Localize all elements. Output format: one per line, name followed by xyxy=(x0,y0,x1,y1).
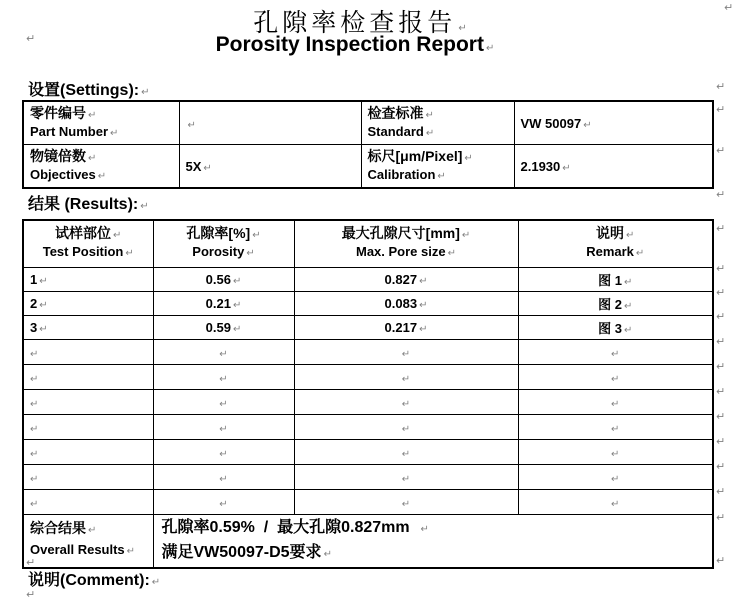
paragraph-mark: ↵ xyxy=(562,162,571,174)
paragraph-mark: ↵ xyxy=(447,248,456,259)
paragraph-mark: ↵ xyxy=(30,348,39,360)
paragraph-mark: ↵ xyxy=(401,473,411,485)
remark-cell[interactable] xyxy=(518,390,713,415)
overall-results-line1: 孔隙率0.59% / 最大孔隙0.827mm xyxy=(161,519,419,536)
paragraph-mark: ↵ xyxy=(39,324,48,335)
paragraph-mark: ↵ xyxy=(401,448,411,460)
test-position-value: 1 xyxy=(30,272,38,287)
paragraph-mark: ↵ xyxy=(623,277,633,288)
results-header-row xyxy=(23,220,713,268)
test-position-header-en: Test Position xyxy=(42,244,124,259)
paragraph-mark: ↵ xyxy=(716,262,726,275)
porosity-cell[interactable] xyxy=(153,365,294,390)
paragraph-mark: ↵ xyxy=(611,448,620,460)
pore-size-cell[interactable] xyxy=(294,490,518,515)
paragraph-mark: ↵ xyxy=(219,373,228,385)
remark-header-cn: 说明 xyxy=(596,225,625,241)
overall-results-value-cell[interactable] xyxy=(153,515,713,569)
empty-table-row xyxy=(23,465,713,490)
pore-size-cell[interactable] xyxy=(294,465,518,490)
paragraph-mark: ↵ xyxy=(401,373,411,385)
paragraph-mark: ↵ xyxy=(232,324,242,335)
porosity-cell[interactable] xyxy=(153,390,294,415)
paragraph-mark: ↵ xyxy=(485,43,495,54)
paragraph-mark: ↵ xyxy=(26,556,36,569)
paragraph-mark: ↵ xyxy=(140,201,149,212)
paragraph-mark: ↵ xyxy=(125,248,134,259)
empty-table-row xyxy=(23,365,713,390)
pore-size-header-cell[interactable] xyxy=(294,220,518,268)
paragraph-mark: ↵ xyxy=(623,325,633,336)
pore-size-value: 0.827 xyxy=(384,272,418,287)
paragraph-mark: ↵ xyxy=(623,301,633,312)
pore-size-cell[interactable] xyxy=(294,340,518,365)
paragraph-mark: ↵ xyxy=(219,398,228,410)
test-position-cell[interactable] xyxy=(23,292,153,316)
calibration-label-cn: 标尺[μm/Pixel] xyxy=(367,148,463,164)
calibration-value-cell[interactable] xyxy=(514,145,713,189)
paragraph-mark: ↵ xyxy=(419,324,428,335)
porosity-cell[interactable] xyxy=(153,490,294,515)
test-position-value: 2 xyxy=(30,296,38,311)
remark-cell[interactable] xyxy=(518,365,713,390)
remark-value: 图 1 xyxy=(598,273,622,288)
empty-table-row xyxy=(23,490,713,515)
settings-row xyxy=(23,145,713,189)
report-title-en xyxy=(0,33,710,57)
test-position-value: 3 xyxy=(30,320,38,335)
porosity-header-cell[interactable] xyxy=(153,220,294,268)
paragraph-mark: ↵ xyxy=(716,80,726,93)
paragraph-mark: ↵ xyxy=(716,286,726,299)
remark-cell[interactable] xyxy=(518,465,713,490)
porosity-value: 0.59 xyxy=(205,320,231,335)
test-position-cell[interactable] xyxy=(23,390,153,415)
paragraph-mark: ↵ xyxy=(39,276,48,287)
report-title-en-text: Porosity Inspection Report xyxy=(215,33,484,56)
empty-table-row xyxy=(23,440,713,465)
paragraph-mark: ↵ xyxy=(716,222,726,235)
remark-value: 图 3 xyxy=(598,321,622,336)
pore-size-cell[interactable] xyxy=(294,268,518,292)
paragraph-mark: ↵ xyxy=(219,448,228,460)
paragraph-mark: ↵ xyxy=(635,248,645,259)
paragraph-mark: ↵ xyxy=(611,348,620,360)
paragraph-mark: ↵ xyxy=(425,110,434,121)
paragraph-mark: ↵ xyxy=(425,128,435,139)
remark-cell[interactable] xyxy=(518,340,713,365)
paragraph-mark: ↵ xyxy=(611,473,620,485)
standard-value: VW 50097 xyxy=(520,115,582,131)
porosity-cell[interactable] xyxy=(153,316,294,340)
pore-size-value: 0.217 xyxy=(384,320,418,335)
settings-table xyxy=(22,100,714,189)
paragraph-mark: ↵ xyxy=(611,373,620,385)
paragraph-mark: ↵ xyxy=(716,460,726,473)
paragraph-mark: ↵ xyxy=(583,119,592,131)
paragraph-mark: ↵ xyxy=(626,230,635,241)
results-heading xyxy=(28,191,149,214)
standard-label-cn: 检查标准 xyxy=(367,105,424,121)
pore-size-header-en: Max. Pore size xyxy=(356,244,446,259)
paragraph-mark: ↵ xyxy=(110,128,119,139)
paragraph-mark: ↵ xyxy=(30,473,39,485)
paragraph-mark: ↵ xyxy=(611,498,620,510)
paragraph-mark: ↵ xyxy=(39,300,48,311)
paragraph-mark: ↵ xyxy=(716,511,726,524)
paragraph-mark: ↵ xyxy=(716,360,726,373)
paragraph-mark: ↵ xyxy=(401,498,411,510)
paragraph-mark: ↵ xyxy=(219,423,228,435)
calibration-label-cell[interactable] xyxy=(361,145,514,189)
paragraph-mark: ↵ xyxy=(716,310,726,323)
test-position-header-cn: 试样部位 xyxy=(55,225,112,241)
objectives-value-cell[interactable] xyxy=(179,145,361,189)
paragraph-mark: ↵ xyxy=(401,423,411,435)
paragraph-mark: ↵ xyxy=(401,398,411,410)
test-position-cell[interactable] xyxy=(23,465,153,490)
porosity-value: 0.21 xyxy=(205,296,231,311)
paragraph-mark: ↵ xyxy=(126,546,136,557)
paragraph-mark: ↵ xyxy=(219,348,228,360)
paragraph-mark: ↵ xyxy=(219,498,228,510)
paragraph-mark: ↵ xyxy=(716,435,726,448)
test-position-cell[interactable] xyxy=(23,440,153,465)
remark-cell[interactable] xyxy=(518,316,713,340)
paragraph-mark: ↵ xyxy=(611,398,620,410)
paragraph-mark: ↵ xyxy=(716,188,726,201)
porosity-header-cn: 孔隙率[%] xyxy=(186,225,251,241)
overall-results-label-en: Overall Results xyxy=(30,542,125,557)
porosity-cell[interactable] xyxy=(153,340,294,365)
settings-row xyxy=(23,101,713,145)
table-row xyxy=(23,292,713,316)
paragraph-mark: ↵ xyxy=(716,335,726,348)
pore-size-cell[interactable] xyxy=(294,415,518,440)
pore-size-header-cn: 最大孔隙尺寸[mm] xyxy=(341,225,460,241)
results-heading-text: 结果 (Results): xyxy=(28,196,139,213)
calibration-label-en: Calibration xyxy=(367,167,436,182)
settings-heading-text: 设置(Settings): xyxy=(28,82,140,99)
table-row xyxy=(23,268,713,292)
paragraph-mark: ↵ xyxy=(232,300,242,311)
paragraph-mark: ↵ xyxy=(30,448,39,460)
porosity-value: 0.56 xyxy=(205,272,231,287)
paragraph-mark: ↵ xyxy=(716,144,726,157)
remark-header-en: Remark xyxy=(586,244,634,259)
overall-results-line2: 满足VW50097-D5要求 xyxy=(161,544,322,561)
paragraph-mark: ↵ xyxy=(716,385,726,398)
empty-table-row xyxy=(23,390,713,415)
pore-size-cell[interactable] xyxy=(294,365,518,390)
standard-value-cell[interactable] xyxy=(514,101,713,145)
test-position-cell[interactable] xyxy=(23,365,153,390)
paragraph-mark: ↵ xyxy=(419,300,428,311)
test-position-cell[interactable] xyxy=(23,316,153,340)
paragraph-mark: ↵ xyxy=(30,498,39,510)
test-position-header-cell[interactable] xyxy=(23,220,153,268)
paragraph-mark: ↵ xyxy=(219,473,228,485)
paragraph-mark: ↵ xyxy=(458,23,467,34)
paragraph-mark: ↵ xyxy=(716,485,726,498)
overall-results-label-cell[interactable] xyxy=(23,515,153,569)
test-position-cell[interactable] xyxy=(23,415,153,440)
paragraph-mark: ↵ xyxy=(30,398,39,410)
remark-value: 图 2 xyxy=(598,297,622,312)
paragraph-mark: ↵ xyxy=(419,276,428,287)
paragraph-mark: ↵ xyxy=(88,153,97,164)
paragraph-mark: ↵ xyxy=(716,103,726,116)
paragraph-mark: ↵ xyxy=(26,588,36,600)
part-number-label-cn: 零件编号 xyxy=(30,105,86,121)
porosity-cell[interactable] xyxy=(153,292,294,316)
overall-results-row xyxy=(23,515,713,569)
paragraph-mark: ↵ xyxy=(420,524,429,535)
paragraph-mark: ↵ xyxy=(246,248,255,259)
paragraph-mark: ↵ xyxy=(611,423,620,435)
remark-cell[interactable] xyxy=(518,490,713,515)
paragraph-mark: ↵ xyxy=(97,171,107,182)
paragraph-mark: ↵ xyxy=(252,230,261,241)
paragraph-mark: ↵ xyxy=(113,230,122,241)
part-number-label-en: Part Number xyxy=(30,124,109,139)
paragraph-mark: ↵ xyxy=(88,110,97,121)
pore-size-cell[interactable] xyxy=(294,440,518,465)
paragraph-mark: ↵ xyxy=(461,230,471,241)
porosity-cell[interactable] xyxy=(153,268,294,292)
remark-cell[interactable] xyxy=(518,440,713,465)
paragraph-mark: ↵ xyxy=(716,410,726,423)
pore-size-cell[interactable] xyxy=(294,316,518,340)
paragraph-mark: ↵ xyxy=(30,423,39,435)
test-position-cell[interactable] xyxy=(23,268,153,292)
remark-cell[interactable] xyxy=(518,268,713,292)
paragraph-mark: ↵ xyxy=(464,153,473,164)
paragraph-mark: ↵ xyxy=(437,171,446,182)
porosity-header-en: Porosity xyxy=(192,244,245,259)
objectives-label-en: Objectives xyxy=(30,167,96,182)
paragraph-mark: ↵ xyxy=(232,276,242,287)
part-number-value-cell[interactable] xyxy=(179,101,361,145)
settings-heading xyxy=(28,77,150,100)
calibration-value: 2.1930 xyxy=(520,158,561,174)
test-position-cell[interactable] xyxy=(23,490,153,515)
comment-heading xyxy=(28,567,160,590)
report-title-cn-text: 孔隙率检查报告 xyxy=(253,8,457,37)
empty-table-row xyxy=(23,415,713,440)
paragraph-mark: ↵ xyxy=(716,554,726,567)
table-row xyxy=(23,316,713,340)
standard-label-cell[interactable] xyxy=(361,101,514,145)
paragraph-mark: ↵ xyxy=(401,348,411,360)
objectives-value: 5X xyxy=(185,158,202,174)
paragraph-mark: ↵ xyxy=(26,32,36,45)
porosity-cell[interactable] xyxy=(153,465,294,490)
porosity-cell[interactable] xyxy=(153,440,294,465)
objectives-label-cn: 物镜倍数 xyxy=(30,148,86,164)
empty-table-row xyxy=(23,340,713,365)
paragraph-mark: ↵ xyxy=(88,525,97,536)
test-position-cell[interactable] xyxy=(23,340,153,365)
comment-heading-text: 说明(Comment): xyxy=(28,572,150,589)
pore-size-cell[interactable] xyxy=(294,390,518,415)
paragraph-mark: ↵ xyxy=(187,119,196,131)
paragraph-mark: ↵ xyxy=(151,577,161,588)
pore-size-value: 0.083 xyxy=(384,296,418,311)
remark-header-cell[interactable] xyxy=(518,220,713,268)
paragraph-mark: ↵ xyxy=(323,549,332,560)
remark-cell[interactable] xyxy=(518,292,713,316)
paragraph-mark: ↵ xyxy=(724,1,734,14)
porosity-cell[interactable] xyxy=(153,415,294,440)
objectives-label-cell[interactable] xyxy=(23,145,179,189)
part-number-label-cell[interactable] xyxy=(23,101,179,145)
standard-label-en: Standard xyxy=(367,124,424,139)
results-table xyxy=(22,219,714,569)
remark-cell[interactable] xyxy=(518,415,713,440)
paragraph-mark: ↵ xyxy=(203,162,212,174)
paragraph-mark: ↵ xyxy=(141,87,150,98)
overall-results-label-cn: 综合结果 xyxy=(30,520,86,536)
pore-size-cell[interactable] xyxy=(294,292,518,316)
paragraph-mark: ↵ xyxy=(30,373,39,385)
